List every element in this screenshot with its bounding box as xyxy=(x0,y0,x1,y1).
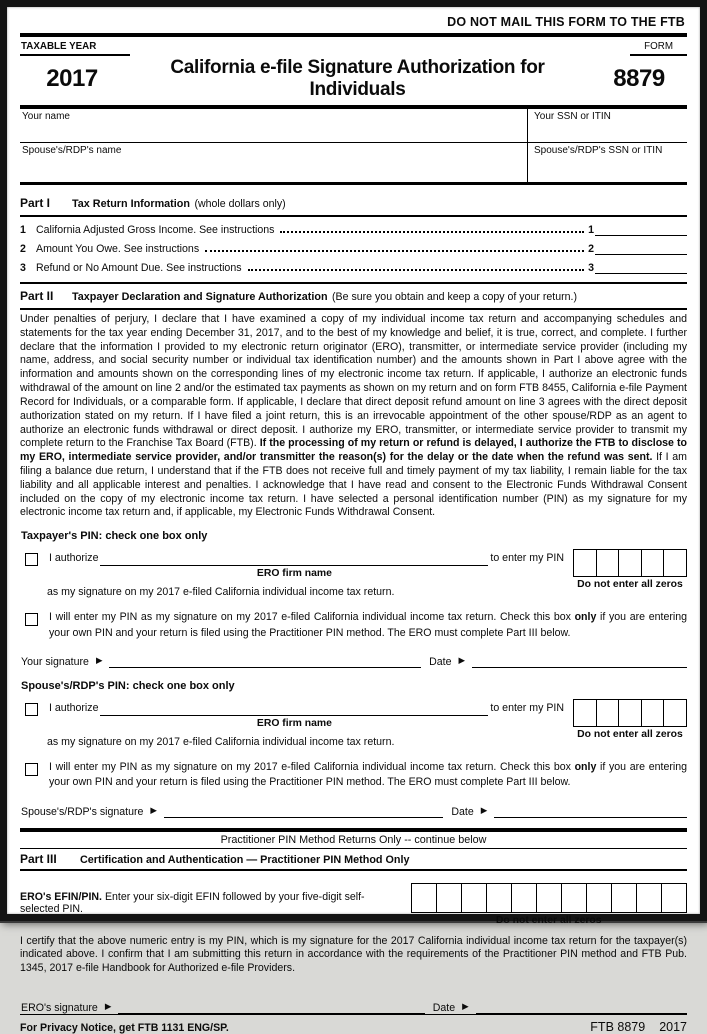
pin-box-cell[interactable] xyxy=(661,883,688,913)
spouse-authorize-checkbox[interactable] xyxy=(25,703,38,716)
taxpayer-own-pin-text xyxy=(49,609,687,641)
line3-dot-leader xyxy=(248,269,585,271)
form-number: 8879 xyxy=(613,65,665,92)
spouse-option2-pre: I will enter my PIN as my signature on my 2017 e-filed California individual income tax return. Check this box xyxy=(49,760,575,773)
spouse-option2-post: if you are entering your own PIN and your return is filed using the Practitioner PIN method. The ERO must complete Part III below. xyxy=(49,760,688,789)
ero-efin-row xyxy=(20,883,687,926)
arrow-right-icon: ▶ xyxy=(462,1001,469,1012)
footer-form-number: FTB 8879 xyxy=(590,1020,646,1034)
line2-number: 2 xyxy=(20,243,26,255)
spouse-authorize-label: I authorize xyxy=(49,701,99,714)
declaration-text-bold: If the processing of my return or refund is delayed, I authorize the FTB to disclose to my ERO, intermediate service provider, and/or transmitter the reason(s) for the delay or the date when the refund was sent. xyxy=(20,437,688,464)
pin-box-cell[interactable] xyxy=(641,699,665,727)
part3-heading: Certification and Authentication — Practitioner PIN Method Only xyxy=(80,853,410,866)
taxable-year-value: 2017 xyxy=(46,65,98,92)
spouse-signature-row xyxy=(20,804,687,818)
part2-note: (Be sure you obtain and keep a copy of your return.) xyxy=(332,291,578,303)
pin-box-cell[interactable] xyxy=(596,699,620,727)
ero-efin-text: Enter your six-digit EFIN followed by your five-digit self-selected PIN. xyxy=(20,890,365,915)
taxpayer-own-pin-option xyxy=(20,609,687,641)
spouse-enter-pin-label: to enter my PIN xyxy=(490,701,564,714)
pin-box-cell[interactable] xyxy=(461,883,488,913)
part1-label: Part I xyxy=(20,196,51,210)
pin-box-cell[interactable] xyxy=(596,549,620,577)
spouse-pin-boxes-group xyxy=(573,699,687,740)
part2-header xyxy=(20,282,687,310)
pin-box-cell[interactable] xyxy=(436,883,463,913)
spouse-ero-firm-caption: ERO firm name xyxy=(256,717,332,729)
your-name-field[interactable] xyxy=(20,109,527,143)
taxpayer-signature-input[interactable] xyxy=(109,654,421,668)
declaration-text-post: If I am filing a balance due return, I understand that if the FTB does not receive full and timely payment of my tax liability, I remain liable for the tax liability and all applicable interest and penalties. I acknowledge that I have read and consent to the Electronic Funds Withdrawal Consent included on the copy of my electronic income tax return. I have selected a personal identification number (PIN) as my signature for my electronic income tax return and, if applicable, my Electronic Funds Withdrawal Consent. xyxy=(20,451,687,519)
your-name-label: Your name xyxy=(22,111,70,122)
spouse-authorize-continuation: as my signature on my 2017 e-filed California individual income tax return. xyxy=(47,735,395,748)
taxpayer-date-label: Date xyxy=(429,655,452,668)
spouse-date-label: Date xyxy=(451,805,474,818)
ero-date-input[interactable] xyxy=(476,1000,687,1014)
spouse-pin-heading: Spouse's/RDP's PIN: check one box only xyxy=(21,679,235,692)
pin-box-cell[interactable] xyxy=(561,883,588,913)
pin-box-cell[interactable] xyxy=(536,883,563,913)
spouse-signature-label: Spouse's/RDP's signature xyxy=(21,805,144,818)
spouse-option2-bold: only xyxy=(574,760,597,773)
spouse-date-input[interactable] xyxy=(494,804,687,818)
taxpayer-authorize-continuation: as my signature on my 2017 e-filed California individual income tax return. xyxy=(47,586,395,599)
footer-form-code xyxy=(590,1020,687,1034)
part3-label: Part III xyxy=(20,851,57,866)
arrow-right-icon: ▶ xyxy=(480,804,488,815)
privacy-notice: For Privacy Notice, get FTB 1131 ENG/SP. xyxy=(20,1022,229,1034)
pin-box-cell[interactable] xyxy=(611,883,638,913)
spouse-own-pin-option xyxy=(20,759,687,791)
line1-amount-input[interactable] xyxy=(595,222,687,236)
line3-number: 3 xyxy=(20,262,26,274)
line2-text: Amount You Owe. See instructions xyxy=(36,243,200,255)
ero-signature-row xyxy=(20,1000,687,1014)
spouse-name-field[interactable] xyxy=(20,143,527,182)
line1-number: 1 xyxy=(20,224,26,236)
spouse-own-pin-checkbox[interactable] xyxy=(25,763,38,776)
part1-line-3 xyxy=(20,260,687,274)
taxpayer-signature-label: Your signature xyxy=(21,655,89,668)
ero-signature-label: ERO's signature xyxy=(21,1002,98,1015)
part1-header xyxy=(20,191,687,217)
do-not-mail-notice: DO NOT MAIL THIS FORM TO THE FTB xyxy=(447,15,685,29)
taxpayer-ero-firm-name-input[interactable] xyxy=(100,549,488,566)
spouse-pin-boxes xyxy=(573,699,687,727)
spouse-ssn-field[interactable] xyxy=(527,143,687,182)
taxable-year-form-row xyxy=(20,41,687,56)
part2-heading: Taxpayer Declaration and Signature Authorization xyxy=(72,291,328,303)
name-ssn-grid xyxy=(20,109,687,185)
pin-box-cell[interactable] xyxy=(486,883,513,913)
taxpayer-pin-boxes-group xyxy=(573,549,687,590)
practitioner-pin-banner: Practitioner PIN Method Returns Only -- continue below xyxy=(20,828,687,849)
header-rule-top xyxy=(20,33,687,37)
arrow-right-icon: ▶ xyxy=(95,654,103,665)
pin-box-cell[interactable] xyxy=(636,883,663,913)
ero-efin-label: ERO's EFIN/PIN. xyxy=(20,890,102,903)
pin-box-cell[interactable] xyxy=(618,549,642,577)
form-label: FORM xyxy=(630,41,687,56)
pin-box-cell[interactable] xyxy=(511,883,538,913)
line1-dot-leader xyxy=(280,231,584,233)
taxpayer-ero-firm-caption: ERO firm name xyxy=(256,568,332,580)
line1-text: California Adjusted Gross Income. See instructions xyxy=(36,224,275,236)
pin-box-cell[interactable] xyxy=(411,883,438,913)
arrow-right-icon: ▶ xyxy=(150,804,157,815)
taxpayer-own-pin-checkbox[interactable] xyxy=(25,613,38,626)
taxpayer-option2-pre: I will enter my PIN as my signature on my 2017 e-filed California individual income tax return. Check this box xyxy=(49,611,575,624)
part1-line-1 xyxy=(20,222,687,236)
taxpayer-authorize-option xyxy=(20,549,687,590)
part2-label: Part II xyxy=(20,289,54,303)
spouse-signature-input[interactable] xyxy=(164,804,443,818)
line2-end-number: 2 xyxy=(588,243,594,255)
line3-end-number: 3 xyxy=(588,262,594,274)
part1-note: (whole dollars only) xyxy=(194,198,286,210)
part1-heading: Tax Return Information xyxy=(72,198,190,210)
taxable-year-label: TAXABLE YEAR xyxy=(20,41,130,56)
your-ssn-label: Your SSN or ITIN xyxy=(534,111,611,122)
ero-efin-pin-boxes xyxy=(411,883,688,913)
pin-box-cell[interactable] xyxy=(663,699,687,727)
line2-amount-input[interactable] xyxy=(595,241,687,255)
spouse-no-zeros-note: Do not enter all zeros xyxy=(577,728,683,740)
pin-box-cell[interactable] xyxy=(586,883,613,913)
line3-amount-input[interactable] xyxy=(595,260,687,274)
arrow-right-icon: ▶ xyxy=(104,1001,112,1012)
taxpayer-ero-firm-wrap xyxy=(100,549,488,579)
ero-signature-input[interactable] xyxy=(118,1000,424,1014)
pin-box-cell[interactable] xyxy=(573,699,597,727)
taxpayer-option2-bold: only xyxy=(574,611,597,624)
pin-box-cell[interactable] xyxy=(663,549,687,577)
your-ssn-field[interactable] xyxy=(527,109,687,143)
taxpayer-no-zeros-note: Do not enter all zeros xyxy=(577,579,683,591)
footer-year: 2017 xyxy=(659,1020,687,1034)
part2-declaration xyxy=(20,313,687,520)
line2-dot-leader xyxy=(205,250,584,252)
taxpayer-enter-pin-label: to enter my PIN xyxy=(490,552,564,565)
spouse-authorize-option xyxy=(20,699,687,740)
taxpayer-pin-boxes xyxy=(573,549,687,577)
spouse-ero-firm-name-input[interactable] xyxy=(100,699,488,716)
spouse-name-label: Spouse's/RDP's name xyxy=(22,145,122,156)
spouse-ssn-label: Spouse's/RDP's SSN or ITIN xyxy=(534,145,663,156)
form-title: California e-file Signature Authorization for Individuals xyxy=(170,57,545,100)
taxpayer-authorize-checkbox[interactable] xyxy=(25,553,38,566)
spouse-own-pin-text xyxy=(49,759,687,791)
taxpayer-date-input[interactable] xyxy=(472,654,687,668)
declaration-text-pre: Under penalties of perjury, I declare that I have examined a copy of my individual income tax return and accompanying schedules and statements for the tax year ending December 31, 2017, and to the best of my knowledge and belief, it is true, correct, and complete. I further declare that the information I provided to my electronic return originator (ERO), transmitter, or intermediate service provider (including my name, address, and social security number or individual tax identification number) and the amounts shown in Part I above agree with the information and amounts shown on the corresponding lines of my electronic income tax return. If applicable, I authorize an electronic funds withdrawal of the amount on line 2 and/or the estimated tax payments as shown on my return and on form FTB 8455, California e-file Payment Record for Individuals, or a comparable form. If applicable, I declare that direct deposit refund amount on line 3 agrees with the direct deposit authorization stated on my return. If I have filed a joint return, this is an irrevocable appointment of the other spouse/RDP as an agent to authorize an electronic funds withdrawal or direct deposit. I authorize my ERO, transmitter, or intermediate service provider to transmit my complete return to the Franchise Tax Board (FTB). xyxy=(20,313,687,450)
taxpayer-pin-heading: Taxpayer's PIN: check one box only xyxy=(21,530,208,543)
pin-box-cell[interactable] xyxy=(618,699,642,727)
form-footer xyxy=(20,1014,687,1034)
line3-text: Refund or No Amount Due. See instructions xyxy=(36,262,242,274)
part3-certification: I certify that the above numeric entry is my PIN, which is my signature for the 2017 California individual income tax return for the taxpayer(s) indicated above. I confirm that I am submitting this return in accordance with the requirements of the Practitioner PIN method and FTB Pub. 1345, 2017 e-file Handbook for Authorized e-file Providers. xyxy=(20,934,687,975)
part1-line-2 xyxy=(20,241,687,255)
title-row xyxy=(20,57,687,101)
ero-efin-instruction xyxy=(20,883,399,915)
line1-end-number: 1 xyxy=(588,224,594,236)
ero-efin-boxes-group xyxy=(411,883,688,926)
ero-no-zeros-note: Do not enter all zeros xyxy=(495,914,602,926)
taxpayer-option2-post: if you are entering your own PIN and your return is filed using the Practitioner PIN method. The ERO must complete Part III below. xyxy=(49,611,688,639)
arrow-right-icon: ▶ xyxy=(458,654,466,665)
taxpayer-signature-row xyxy=(20,654,687,668)
ero-date-label: Date xyxy=(432,1002,456,1015)
taxpayer-authorize-label: I authorize xyxy=(49,552,99,565)
pin-box-cell[interactable] xyxy=(573,549,597,577)
spouse-ero-firm-wrap xyxy=(100,699,488,729)
part3-header xyxy=(20,849,687,871)
pin-box-cell[interactable] xyxy=(641,549,665,577)
